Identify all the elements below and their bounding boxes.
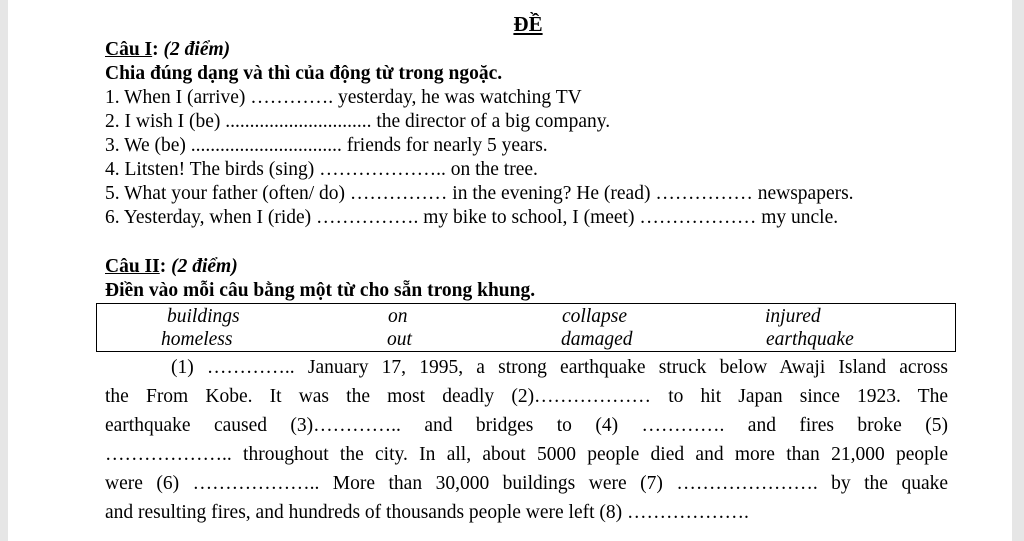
paragraph-line: (1) ………….. January 17, 1995, a strong earthquake struck below Awaji Island across <box>171 357 948 378</box>
paragraph-line: and resulting fires, and hundreds of thousands people were left (8) ………………. <box>105 502 749 523</box>
word-option: buildings <box>167 306 240 327</box>
question-2-points: (2 điểm) <box>171 256 238 277</box>
question-1-item: 2. I wish I (be) .............................. the director of a big company. <box>105 111 611 132</box>
word-option: homeless <box>161 329 233 350</box>
question-2-heading: Câu II: (2 điểm) <box>105 256 238 277</box>
word-option: collapse <box>562 306 627 327</box>
question-2-instruction: Điền vào mỗi câu bằng một từ cho sẵn trong khung. <box>105 280 536 301</box>
word-option: out <box>387 329 412 350</box>
paragraph-line: the From Kobe. It was the most deadly (2)……………… to hit Japan since 1923. The <box>105 386 948 407</box>
word-box <box>96 303 956 352</box>
question-1-item: 5. What your father (often/ do) …………… in the evening? He (read) …………… newspapers. <box>105 183 854 204</box>
document-page <box>8 0 1012 541</box>
page-title: ĐỀ <box>513 12 543 36</box>
question-1-item: 1. When I (arrive) …………. yesterday, he was watching TV <box>105 87 582 108</box>
question-2-label: Câu II <box>105 256 160 277</box>
question-1-item: 6. Yesterday, when I (ride) ……………. my bike to school, I (meet) ……………… my uncle. <box>105 207 839 228</box>
question-1-instruction: Chia đúng dạng và thì của động từ trong ngoặc. <box>105 63 503 84</box>
paragraph-line: were (6) ……………….. More than 30,000 buildings were (7) …………………. by the quake <box>105 473 948 494</box>
question-1-item: 3. We (be) ............................... friends for nearly 5 years. <box>105 135 548 156</box>
paragraph-line: earthquake caused (3)………….. and bridges to (4) …………. and fires broke (5) <box>105 415 948 436</box>
question-1-points: (2 điểm) <box>163 39 231 60</box>
word-option: earthquake <box>766 329 854 350</box>
paragraph-line: ……………….. throughout the city. In all, about 5000 people died and more than 21,000 people <box>105 444 948 465</box>
word-option: injured <box>765 306 821 327</box>
word-option: damaged <box>561 329 633 350</box>
question-1-label: Câu I <box>105 39 153 60</box>
question-1-item: 4. Litsten! The birds (sing) ……………….. on the tree. <box>105 159 538 180</box>
word-option: on <box>388 306 408 327</box>
question-1-heading: Câu I: (2 điểm) <box>105 39 231 60</box>
